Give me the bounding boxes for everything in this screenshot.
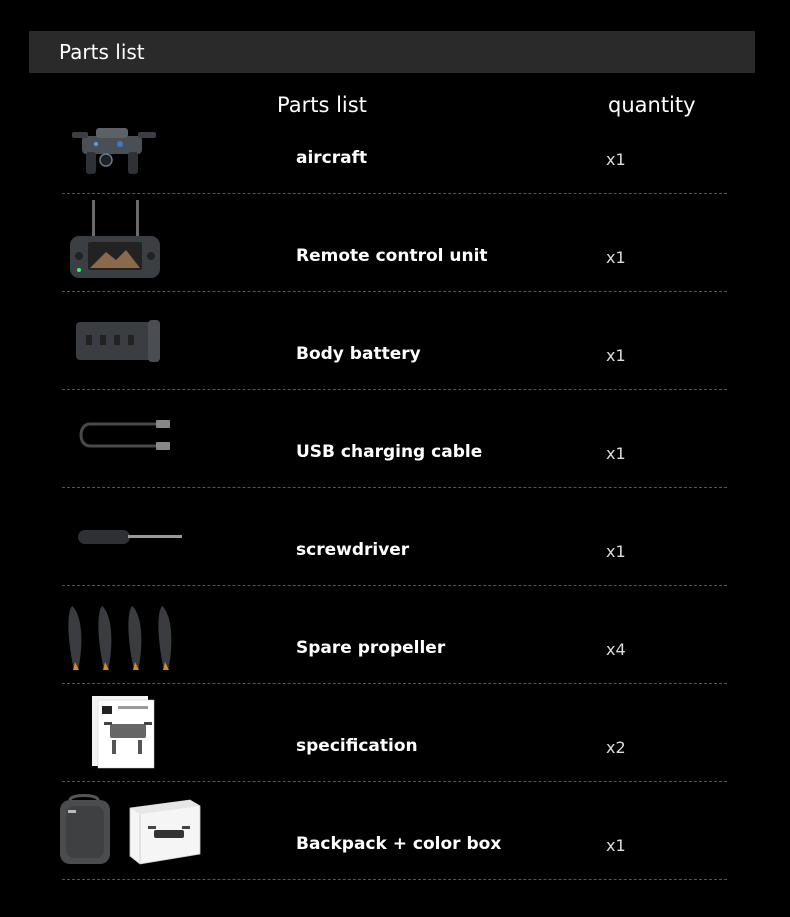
list-item	[62, 782, 727, 880]
list-item	[62, 96, 727, 194]
item-label: Remote control unit	[296, 246, 488, 266]
drone-icon	[72, 114, 158, 184]
list-item	[62, 194, 727, 292]
item-label: specification	[296, 736, 418, 756]
list-item	[62, 292, 727, 390]
item-quantity: x1	[606, 444, 626, 463]
usb-cable-icon	[76, 414, 176, 456]
item-quantity: x1	[606, 542, 626, 561]
backpack-box-icon	[58, 794, 206, 868]
list-item	[62, 586, 727, 684]
item-label: aircraft	[296, 148, 368, 168]
item-label: Spare propeller	[296, 638, 446, 658]
item-label: screwdriver	[296, 540, 410, 560]
item-quantity: x2	[606, 738, 626, 757]
divider	[62, 879, 727, 880]
banner-title: Parts list	[59, 40, 145, 64]
header-banner	[29, 31, 755, 73]
screwdriver-icon	[76, 526, 186, 550]
battery-icon	[74, 318, 164, 366]
item-label: USB charging cable	[296, 442, 483, 462]
item-label: Body battery	[296, 344, 421, 364]
column-header-parts: Parts list	[277, 93, 367, 117]
item-quantity: x1	[606, 346, 626, 365]
item-quantity: x1	[606, 836, 626, 855]
list-item	[62, 684, 727, 782]
item-quantity: x1	[606, 248, 626, 267]
propeller-icon	[66, 604, 182, 674]
item-label: Backpack + color box	[296, 834, 502, 854]
item-quantity: x4	[606, 640, 626, 659]
list-item	[62, 390, 727, 488]
column-header-quantity: quantity	[608, 93, 696, 117]
item-quantity: x1	[606, 150, 626, 169]
manual-icon	[90, 694, 156, 770]
remote-controller-icon	[68, 198, 162, 280]
list-item	[62, 488, 727, 586]
